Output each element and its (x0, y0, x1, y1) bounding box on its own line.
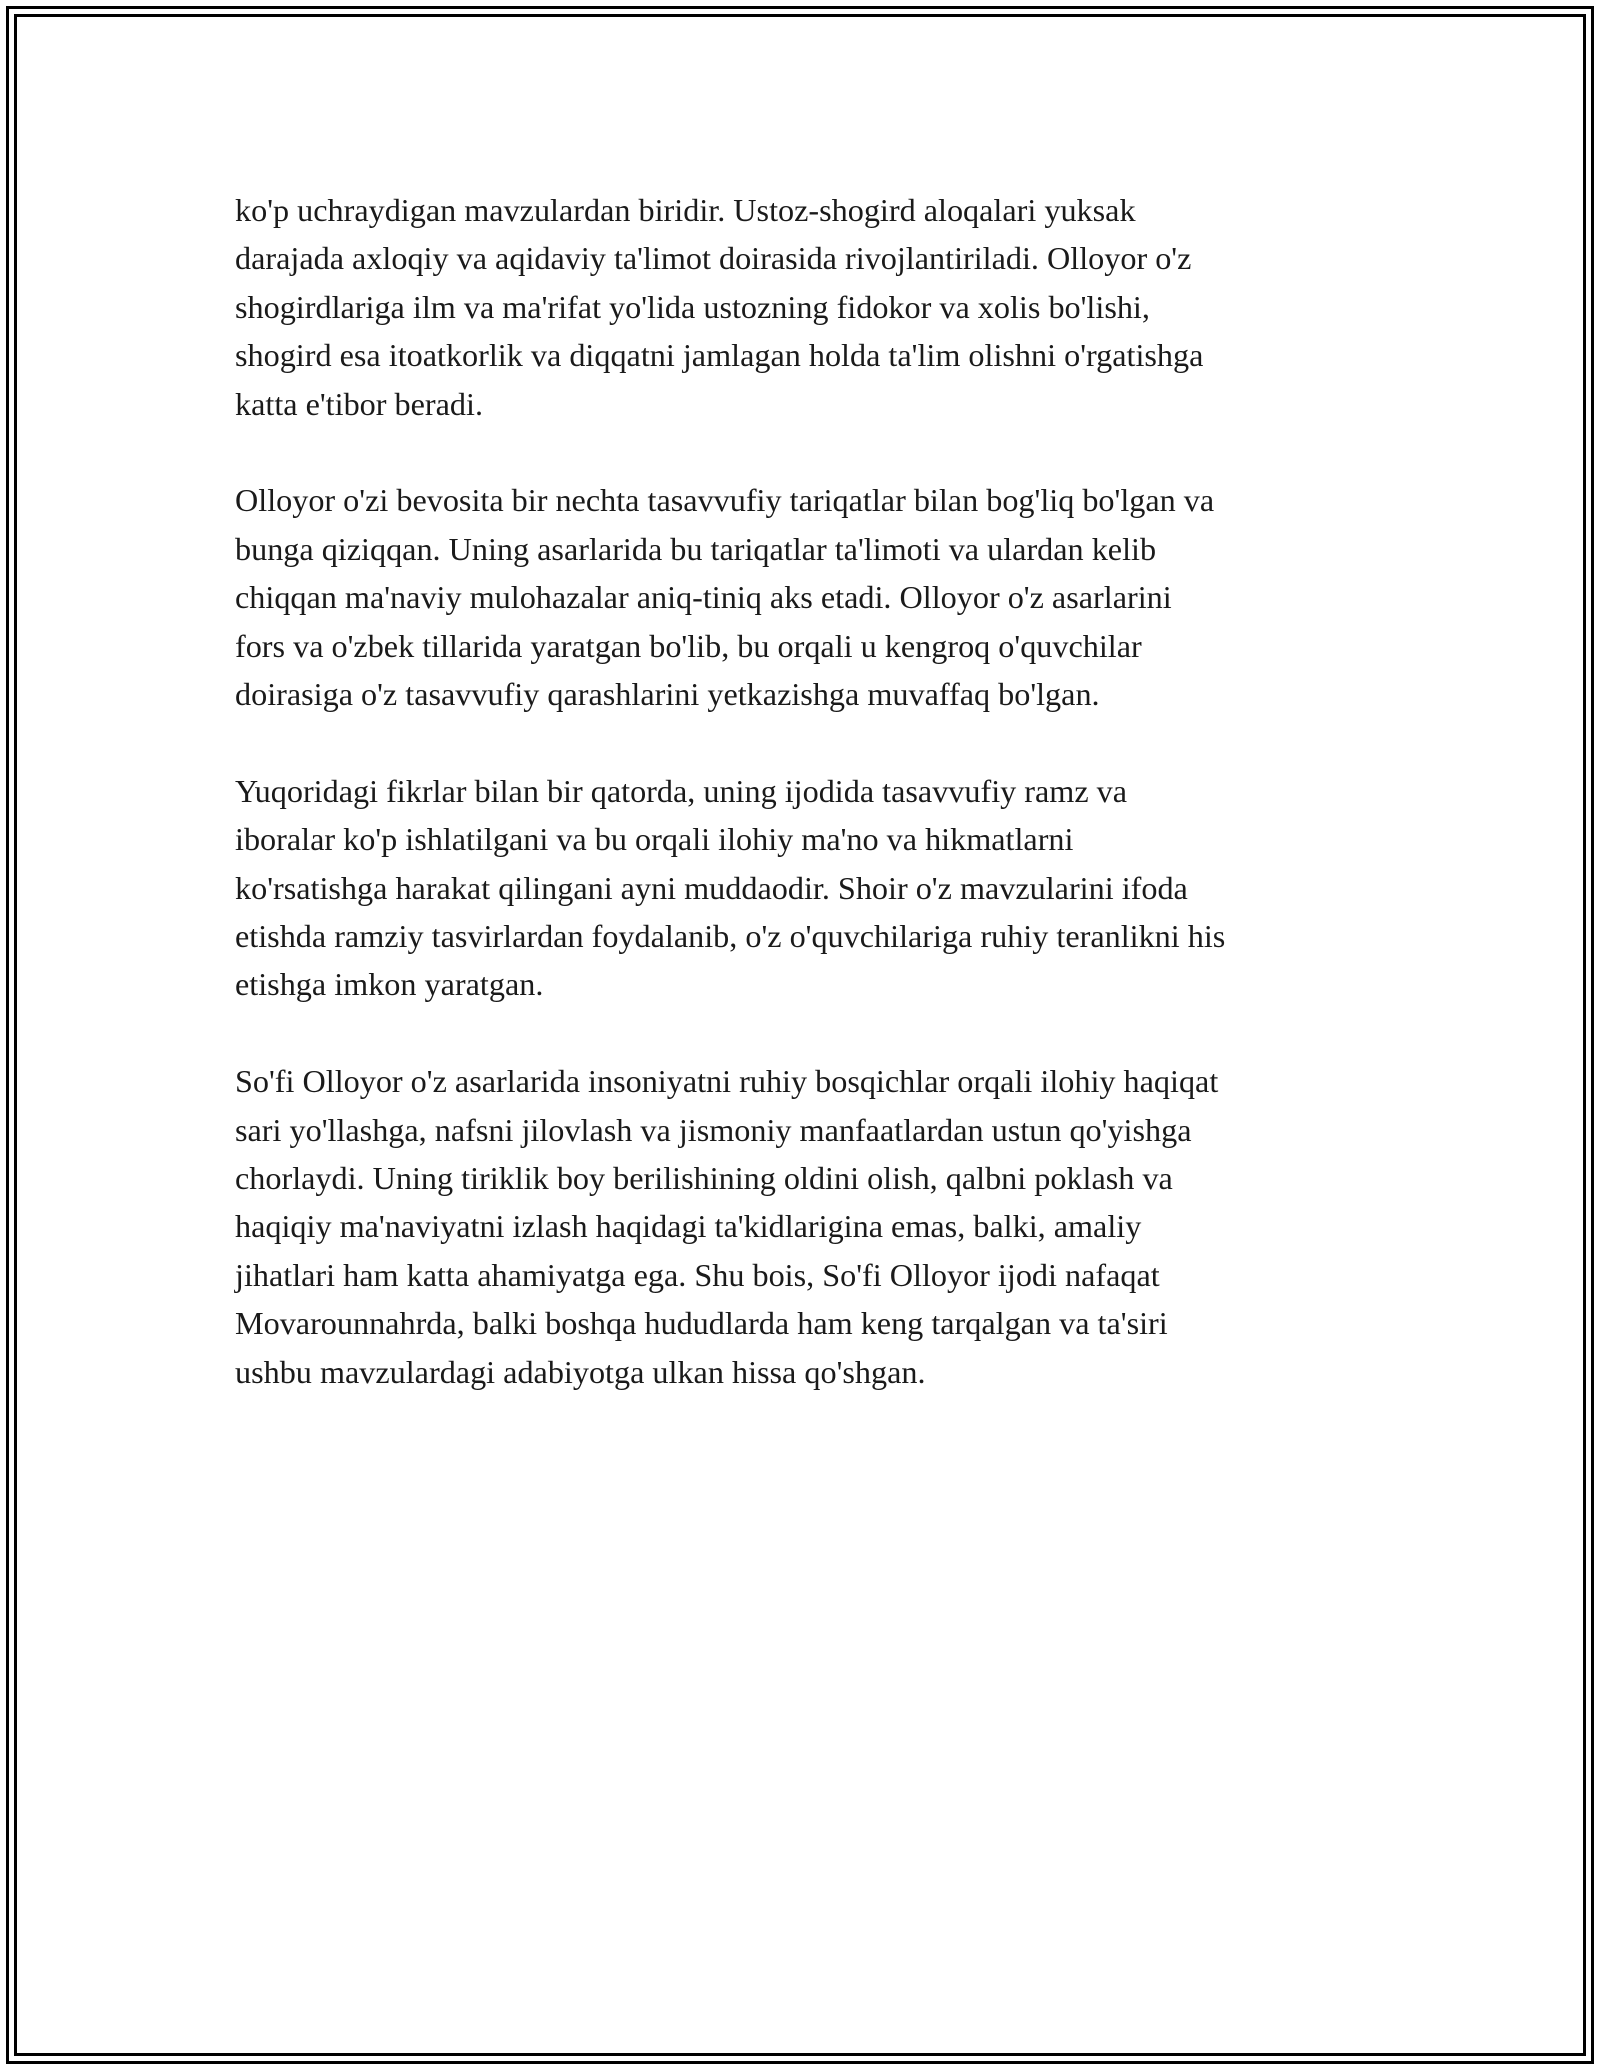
text-line: ko'rsatishga harakat qilingani ayni muddaodir. Shoir o'z mavzularini ifoda (235, 869, 1188, 906)
text-line: ushbu mavzulardagi adabiyotga ulkan hissa qo'shgan. (235, 1353, 926, 1390)
text-line: Movarounnahrda, balki boshqa hududlarda ham keng tarqalgan va ta'siri (235, 1305, 1168, 1342)
text-line: darajada axloqiy va aqidaviy ta'limot doirasida rivojlantiriladi. Olloyor o'z (235, 240, 1192, 277)
text-line: haqiqiy ma'naviyatni izlash haqidagi ta'kidlarigina emas, balki, amaliy (235, 1208, 1142, 1245)
text-line: shogird esa itoatkorlik va diqqatni jamlagan holda ta'lim olishni o'rgatishga (235, 337, 1204, 374)
text-line: doirasiga o'z tasavvufiy qarashlarini yetkazishga muvaffaq bo'lgan. (235, 676, 1100, 713)
text-line: Olloyor o'zi bevosita bir nechta tasavvufiy tariqatlar bilan bog'liq bo'lgan va (235, 482, 1215, 519)
text-line: etishda ramziy tasvirlardan foydalanib, o'z o'quvchilariga ruhiy teranlikni his (235, 918, 1226, 955)
text-line: chiqqan ma'naviy mulohazalar aniq-tiniq aks etadi. Olloyor o'z asarlarini (235, 579, 1172, 616)
text-line: jihatlari ham katta ahamiyatga ega. Shu bois, So'fi Olloyor ijodi nafaqat (235, 1256, 1160, 1293)
text-line: fors va o'zbek tillarida yaratgan bo'lib, bu orqali u kengroq o'quvchilar (235, 627, 1142, 664)
text-line: etishga imkon yaratgan. (235, 966, 544, 1003)
text-line: iboralar ko'p ishlatilgani va bu orqali ilohiy ma'no va hikmatlarni (235, 821, 1074, 858)
text-line: katta e'tibor beradi. (235, 385, 483, 422)
document-body (235, 186, 1375, 1445)
text-line: chorlaydi. Uning tiriklik boy berilishining oldini olish, qalbni poklash va (235, 1160, 1173, 1197)
paragraph-1 (235, 186, 1375, 428)
text-line: Yuqoridagi fikrlar bilan bir qatorda, uning ijodida tasavvufiy ramz va (235, 772, 1128, 809)
paragraph-2 (235, 476, 1375, 718)
paragraph-3 (235, 767, 1375, 1009)
text-line: So'fi Olloyor o'z asarlarida insoniyatni ruhiy bosqichlar orqali ilohiy haqiqat (235, 1063, 1219, 1100)
text-line: sari yo'llashga, nafsni jilovlash va jismoniy manfaatlardan ustun qo'yishga (235, 1111, 1192, 1148)
text-line: ko'p uchraydigan mavzulardan biridir. Ustoz-shogird aloqalari yuksak (235, 192, 1136, 228)
text-line: bunga qiziqqan. Uning asarlarida bu tariqatlar ta'limoti va ulardan kelib (235, 530, 1157, 567)
text-line: shogirdlariga ilm va ma'rifat yo'lida ustozning fidokor va xolis bo'lishi, (235, 288, 1150, 325)
paragraph-4 (235, 1057, 1375, 1396)
